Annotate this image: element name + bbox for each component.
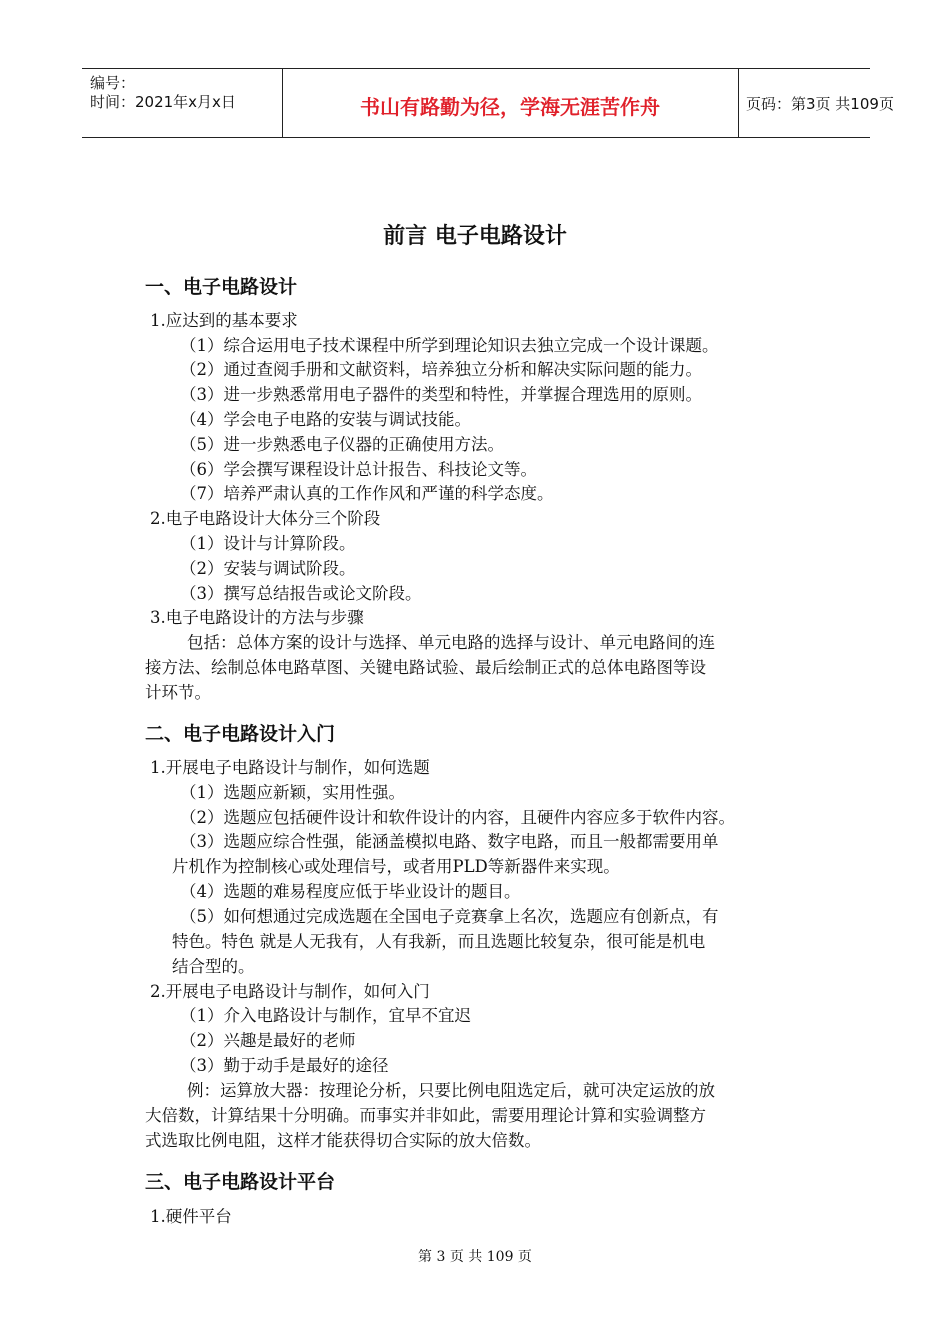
list-item: 1.开展电子电路设计与制作，如何选题 xyxy=(150,758,430,777)
page-info: 页码：第3页 共109页 xyxy=(746,95,894,113)
paragraph-line: 片机作为控制核心或处理信号，或者用PLD等新器件来实现。 xyxy=(172,857,620,876)
list-item: 1.硬件平台 xyxy=(150,1207,232,1226)
list-item: （2）安装与调试阶段。 xyxy=(180,559,356,578)
section-heading: 三、电子电路设计平台 xyxy=(145,1171,336,1193)
paragraph-line: 结合型的。 xyxy=(172,957,255,976)
list-item: （6）学会撰写课程设计总计报告、科技论文等。 xyxy=(180,460,537,479)
header-motto-cell xyxy=(282,69,739,137)
list-item: （5）进一步熟悉电子仪器的正确使用方法。 xyxy=(180,435,504,454)
serial-label: 编号： xyxy=(90,74,136,92)
list-item: （7）培养严肃认真的工作作风和严谨的科学态度。 xyxy=(180,484,554,503)
list-item: 3.电子电路设计的方法与步骤 xyxy=(150,608,364,627)
paragraph-line: 接方法、绘制总体电路草图、关键电路试验、最后绘制正式的总体电路图等设 xyxy=(145,658,706,677)
page-footer: 第 3 页 共 109 页 xyxy=(418,1249,532,1265)
motto: 书山有路勤为径，学海无涯苦作舟 xyxy=(360,95,660,119)
list-item: （4）学会电子电路的安装与调试技能。 xyxy=(180,410,471,429)
section-heading: 二、电子电路设计入门 xyxy=(145,723,336,745)
header-meta-cell xyxy=(82,69,283,137)
paragraph-line: 特色。特色 就是人无我有，人有我新，而且选题比较复杂，很可能是机电 xyxy=(172,932,706,951)
list-item: 2.开展电子电路设计与制作，如何入门 xyxy=(150,982,430,1001)
time-label: 时间：2021年x月x日 xyxy=(90,93,236,111)
list-item: （2）选题应包括硬件设计和软件设计的内容，且硬件内容应多于软件内容。 xyxy=(180,808,735,827)
paragraph-line: 例：运算放大器：按理论分析，只要比例电阻选定后，就可决定运放的放 xyxy=(187,1081,715,1100)
list-item: （4）选题的难易程度应低于毕业设计的题目。 xyxy=(180,882,521,901)
header-page-cell xyxy=(738,69,894,137)
list-item: （3）撰写总结报告或论文阶段。 xyxy=(180,584,422,603)
list-item: 2.电子电路设计大体分三个阶段 xyxy=(150,509,381,528)
list-item: （1）介入电路设计与制作，宜早不宜迟 xyxy=(180,1006,471,1025)
list-item: （2）兴趣是最好的老师 xyxy=(180,1031,356,1050)
list-item: （1）选题应新颖，实用性强。 xyxy=(180,783,405,802)
list-item: （5）如何想通过完成选题在全国电子竞赛拿上名次，选题应有创新点，有 xyxy=(180,907,719,926)
list-item: （3）勤于动手是最好的途径 xyxy=(180,1056,389,1075)
list-item: （1）综合运用电子技术课程中所学到理论知识去独立完成一个设计课题。 xyxy=(180,336,719,355)
paragraph-line: 式选取比例电阻，这样才能获得切合实际的放大倍数。 xyxy=(145,1131,541,1150)
list-item: （3）选题应综合性强，能涵盖模拟电路、数字电路，而且一般都需要用单 xyxy=(180,832,719,851)
list-item: （3）进一步熟悉常用电子器件的类型和特性，并掌握合理选用的原则。 xyxy=(180,385,702,404)
list-item: （1）设计与计算阶段。 xyxy=(180,534,356,553)
paragraph-line: 计环节。 xyxy=(145,683,211,702)
page-title: 前言 电子电路设计 xyxy=(383,224,567,249)
paragraph-line: 大倍数，计算结果十分明确。而事实并非如此，需要用理论计算和实验调整方 xyxy=(145,1106,706,1125)
list-item: （2）通过查阅手册和文献资料，培养独立分析和解决实际问题的能力。 xyxy=(180,360,702,379)
paragraph-line: 包括：总体方案的设计与选择、单元电路的选择与设计、单元电路间的连 xyxy=(187,633,715,652)
page-header xyxy=(82,68,894,138)
section-heading: 一、电子电路设计 xyxy=(145,276,298,298)
list-item: 1.应达到的基本要求 xyxy=(150,311,298,330)
